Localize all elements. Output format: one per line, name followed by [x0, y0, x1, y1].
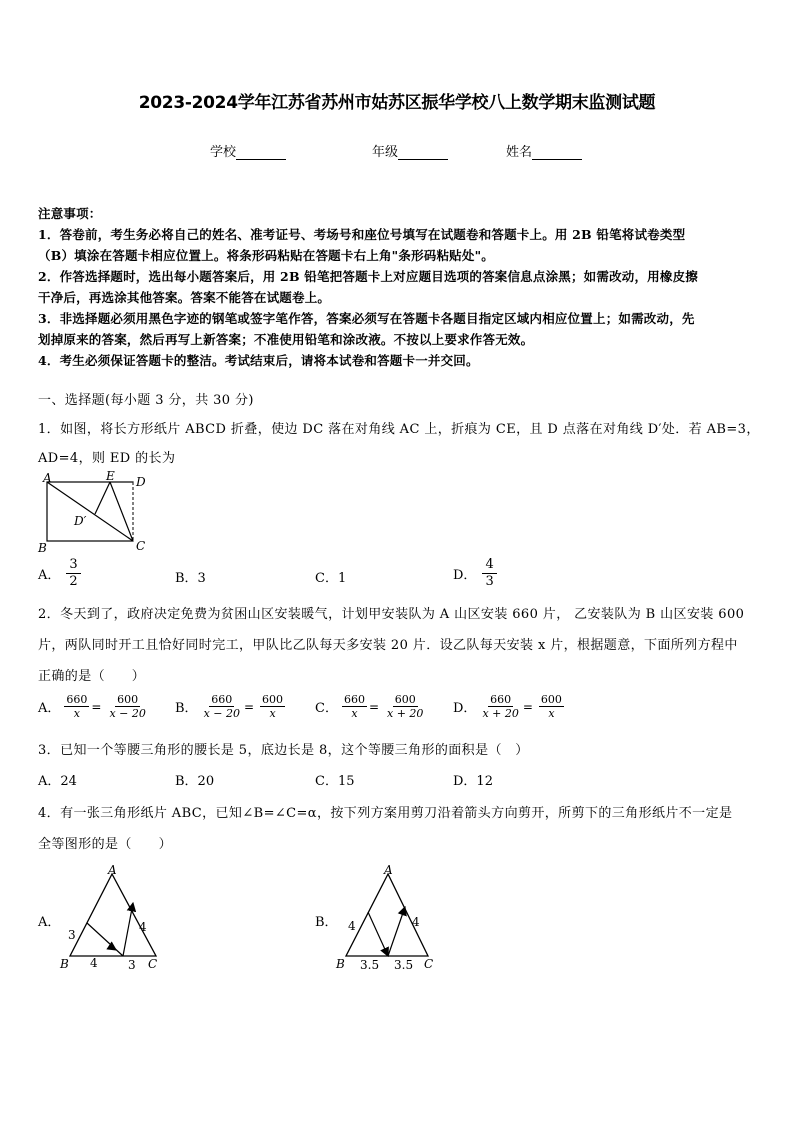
q2-line2: 片，两队同时开工且恰好同时完工，甲队比乙队每天多安装 20 片．设乙队每天安装 x 片，根据题意，下面所列方程中 [38, 638, 738, 653]
q2-option-b[interactable]: B． $\frac{660}{x - 20}$ = $\frac{600}{x}$ [175, 693, 284, 720]
q1-d-denominator: 3 [485, 574, 494, 589]
q4-figure-a [56, 860, 166, 972]
page-title: 2023-2024学年江苏省苏州市姑苏区振华学校八上数学期末监测试题 [138, 93, 656, 113]
q3-option-d[interactable]: D．12 [453, 774, 493, 789]
q1-option-c[interactable]: C．1 [315, 571, 347, 586]
grade-blank [398, 146, 448, 160]
note-2b: 干净后，再选涂其他答案。答案不能答在试题卷上。 [38, 290, 331, 305]
cut-line-1 [87, 923, 123, 956]
fig-b-len-ac: 4 [412, 915, 420, 929]
q4-figure-b [332, 860, 442, 972]
q1-option-a[interactable]: A． $\frac{3}{2}$ [38, 557, 81, 590]
note-1b: （B）填涂在答题卡相应位置上。将条形码粘贴在答题卡右上角"条形码粘贴处"。 [38, 248, 494, 263]
fig-a-label-a: A [108, 863, 117, 877]
q3-option-c[interactable]: C．15 [315, 774, 355, 789]
name-field [506, 141, 582, 160]
q4-option-b[interactable]: B． [315, 915, 338, 930]
q2-line3: 正确的是（ ） [38, 669, 146, 684]
label-b: B [38, 541, 47, 555]
fig-a-len-ac: 4 [139, 920, 147, 934]
q1-figure [34, 470, 154, 556]
q4-option-a[interactable]: A． [38, 915, 61, 930]
q1-a-denominator: 2 [69, 574, 78, 589]
q2-line1: 2．冬天到了，政府决定免费为贫困山区安装暖气，计划甲安装队为 A 山区安装 660 片， 乙安装队为 B 山区安装 600 [38, 607, 745, 622]
fig-b-len-bd: 3.5 [360, 958, 380, 972]
fig-a-label-c: C [148, 957, 158, 971]
q4-line1: 4．有一张三角形纸片 ABC，已知∠B=∠C=α，按下列方案用剪刀沿着箭头方向剪开，所剪下的三角形纸片不一定是 [38, 806, 733, 821]
q1-a-numerator: 3 [66, 557, 80, 574]
school-field [210, 141, 286, 160]
diagonal-ac [47, 482, 133, 541]
cut-arrow-2 [388, 907, 405, 956]
fig-a-len-bd: 4 [90, 956, 98, 970]
notes-heading: 注意事项： [38, 206, 102, 221]
q2-option-c[interactable]: C． $\frac{660}{x}$ = $\frac{600}{x + 20}$ [315, 693, 424, 720]
q1-line2: AD=4，则 ED 的长为 [38, 451, 176, 466]
q2-option-a[interactable]: A． $\frac{660}{x}$ = $\frac{600}{x - 20}$ [38, 693, 146, 720]
name-blank [532, 146, 582, 160]
fig-a-len-dc: 3 [128, 958, 136, 972]
triangle-abc [70, 874, 156, 956]
grade-label: 年级 [372, 145, 399, 160]
fig-a-len-ab: 3 [68, 928, 76, 942]
fig-b-len-ab: 4 [348, 919, 356, 933]
fig-b-label-b: B [336, 957, 345, 971]
cut-arrow-1 [368, 912, 388, 956]
section-heading: 一、选择题(每小题 3 分，共 30 分) [38, 393, 254, 408]
q1-d-numerator: 4 [482, 557, 496, 574]
school-label: 学校 [210, 145, 237, 160]
label-c: C [136, 539, 146, 553]
note-2a: 2．作答选择题时，选出每小题答案后，用 2B 铅笔把答题卡上对应题目选项的答案信息点涂黑；如需改动，用橡皮擦 [38, 269, 698, 284]
grade-field [372, 141, 448, 160]
segment-ed-prime [95, 482, 110, 514]
fig-b-len-dc: 3.5 [394, 958, 414, 972]
label-e: E [106, 470, 115, 483]
cut-arrow-2 [123, 903, 133, 956]
note-3b: 划掉原来的答案，然后再写上新答案；不准使用铅笔和涂改液。不按以上要求作答无效。 [38, 332, 534, 347]
q3-option-a[interactable]: A．24 [38, 774, 77, 789]
fig-b-label-c: C [424, 957, 434, 971]
school-blank [236, 146, 286, 160]
fig-a-label-b: B [60, 957, 69, 971]
label-d-prime: D′ [74, 514, 87, 528]
q3-option-b[interactable]: B．20 [175, 774, 215, 789]
q2-option-d[interactable]: D． $\frac{660}{x + 20}$ = $\frac{600}{x}$ [453, 693, 562, 720]
note-1a: 1．答卷前，考生务必将自己的姓名、准考证号、考场号和座位号填写在试题卷和答题卡上。用 2B 铅笔将试卷类型 [38, 227, 686, 242]
name-label: 姓名 [506, 145, 533, 160]
crease-ce [110, 482, 133, 541]
q4-line2: 全等图形的是（ ） [38, 837, 173, 852]
note-4: 4．考生必须保证答题卡的整洁。考试结束后，请将本试卷和答题卡一并交回。 [38, 353, 479, 368]
label-a: A [43, 471, 52, 485]
note-3a: 3．非选择题必须用黑色字迹的钢笔或签字笔作答，答案必须写在答题卡各题目指定区域内相应位置上；如需改动，先 [38, 311, 695, 326]
q1-option-b[interactable]: B．3 [175, 571, 206, 586]
fig-b-label-a: A [384, 863, 393, 877]
q3-line1: 3．已知一个等腰三角形的腰长是 5，底边长是 8，这个等腰三角形的面积是（ ） [38, 743, 529, 758]
q1-option-d[interactable]: D． $\frac{4}{3}$ [453, 557, 497, 590]
label-d: D [136, 475, 146, 489]
q1-line1: 1．如图，将长方形纸片 ABCD 折叠，使边 DC 落在对角线 AC 上，折痕为 CE，且 D 点落在对角线 D′处．若 AB=3， [38, 422, 760, 437]
